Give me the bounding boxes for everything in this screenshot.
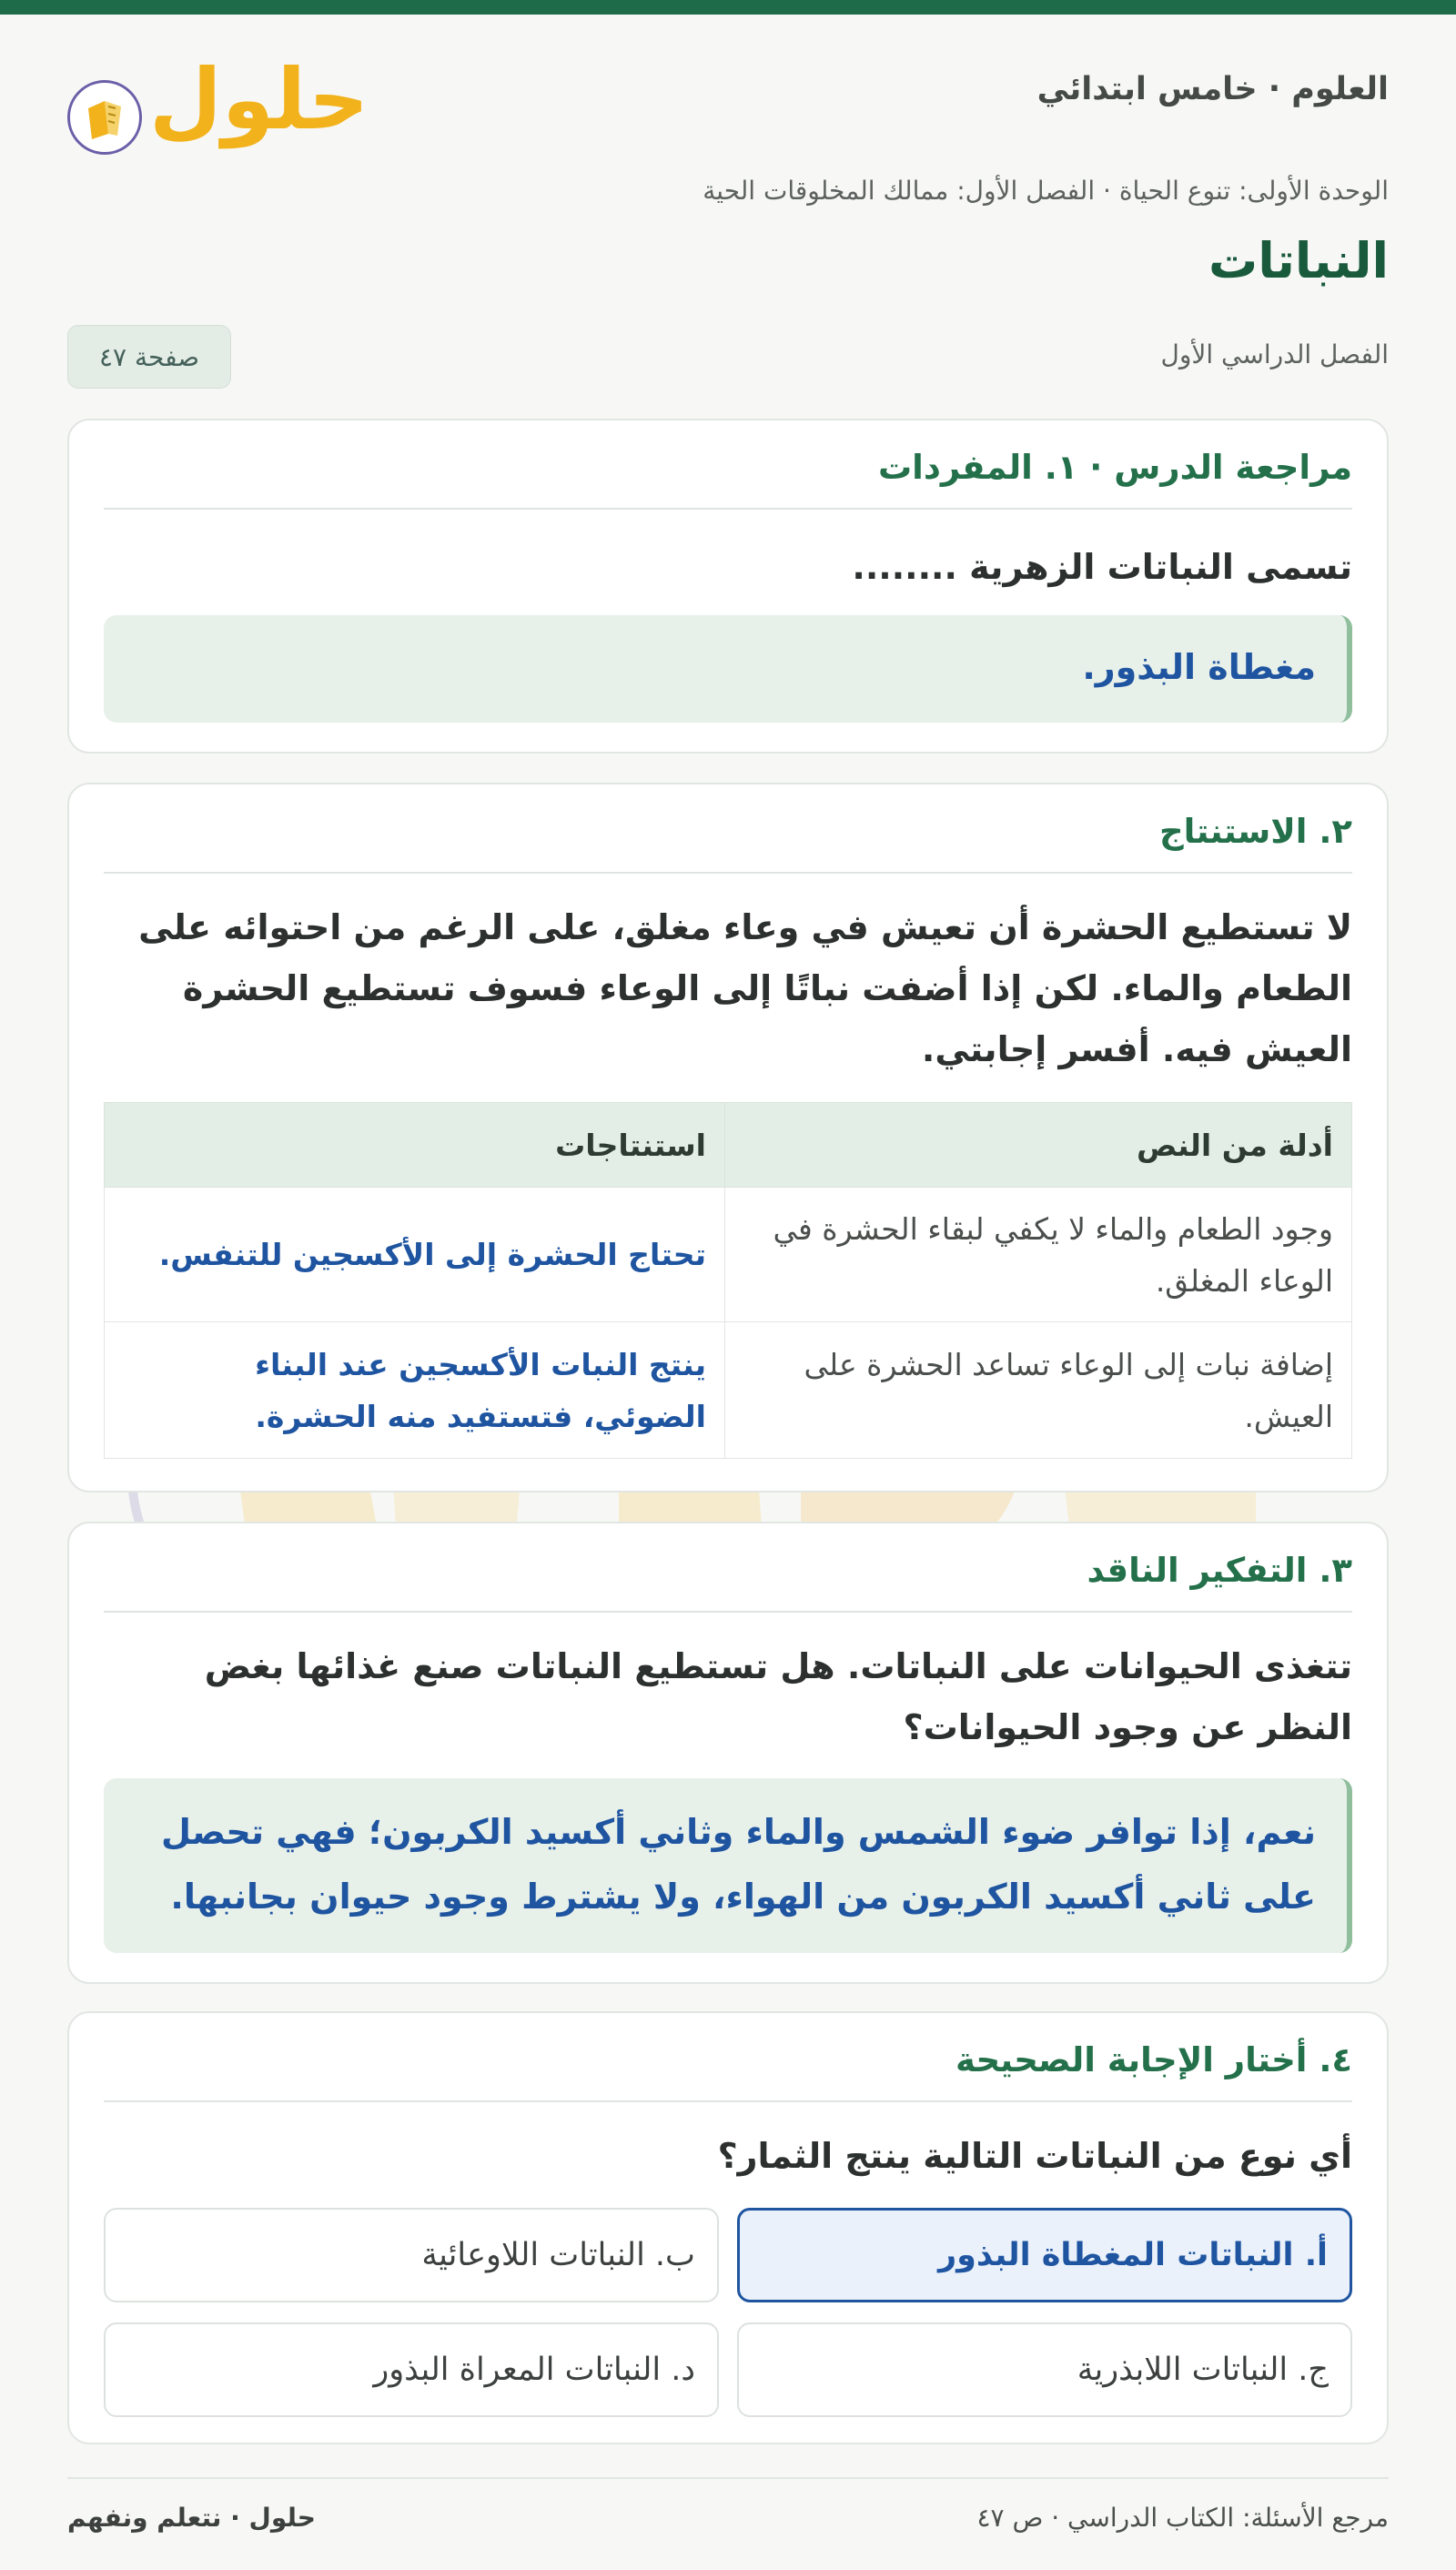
conclusion-cell: تحتاج الحشرة إلى الأكسجين للتنفس. — [105, 1188, 725, 1322]
top-accent-bar — [0, 0, 1456, 15]
conclusion-cell: ينتج النبات الأكسجين عند البناء الضوئي، فتستفيد منه الحشرة. — [105, 1322, 725, 1459]
answer-box — [104, 1778, 1352, 1953]
page-number-badge: صفحة ٤٧ — [67, 325, 231, 389]
table-header-row — [105, 1103, 1352, 1188]
question-text: تسمى النباتات الزهرية ........ — [852, 547, 1352, 587]
footer-brand: حلول · نتعلم ونفهم — [67, 2503, 316, 2533]
section-title: ٤. أختار الإجابة الصحيحة — [956, 2040, 1352, 2079]
question-text: أي نوع من النباتات التالية ينتج الثمار؟ — [717, 2136, 1352, 2176]
answer-text: نعم، إذا توافر ضوء الشمس والماء وثاني أكسيد الكربون؛ فهي تحصل على ثاني أكسيد الكربون من الهواء، ولا يشترط وجود حيوان بجانبها. — [161, 1812, 1316, 1917]
table-row — [105, 1322, 1352, 1459]
answer-box — [104, 615, 1352, 723]
logo-text: حلول — [149, 51, 369, 148]
divider — [104, 2100, 1352, 2102]
option-a[interactable]: أ. النباتات المغطاة البذور — [737, 2208, 1352, 2302]
option-d[interactable]: د. النباتات المعراة البذور — [104, 2322, 719, 2417]
table-row — [105, 1188, 1352, 1322]
section-title: ٣. التفكير الناقد — [1087, 1551, 1352, 1590]
option-c[interactable]: ج. النباتات اللابذرية — [737, 2322, 1352, 2417]
section-vocabulary — [67, 419, 1389, 754]
column-header-conclusions: استنتاجات — [105, 1103, 725, 1188]
divider — [104, 508, 1352, 510]
subject-label: العلوم · خامس ابتدائي — [1036, 71, 1389, 107]
question-text: لا تستطيع الحشرة أن تعيش في وعاء مغلق، على الرغم من احتوائه على الطعام والماء. لكن إذا أضفت نباتًا إلى الوعاء فسوف تستطيع الحشرة العيش فيه. أفسر إجابتي. — [138, 907, 1352, 1069]
answer-text: مغطاة البذور. — [1082, 647, 1316, 687]
footer-divider — [67, 2477, 1389, 2479]
evidence-cell: إضافة نبات إلى الوعاء تساعد الحشرة على العيش. — [725, 1322, 1352, 1459]
divider — [104, 1611, 1352, 1613]
divider — [104, 872, 1352, 874]
evidence-cell: وجود الطعام والماء لا يكفي لبقاء الحشرة في الوعاء المغلق. — [725, 1188, 1352, 1322]
section-title: ٢. الاستنتاج — [1158, 812, 1352, 851]
page-title: النباتات — [1208, 232, 1389, 289]
evidence-table — [104, 1102, 1352, 1459]
footer-reference: مرجع الأسئلة: الكتاب الدراسي · ص ٤٧ — [976, 2503, 1389, 2533]
breadcrumb: الوحدة الأولى: تنوع الحياة · الفصل الأول: ممالك المخلوقات الحية — [703, 176, 1389, 206]
section-inference — [67, 783, 1389, 1492]
brand-logo[interactable] — [67, 46, 369, 148]
question-text: تتغذى الحيوانات على النباتات. هل تستطيع النباتات صنع غذائها بغض النظر عن وجود الحيوانات؟ — [204, 1646, 1352, 1747]
header — [67, 15, 1389, 187]
section-multiple-choice — [67, 2011, 1389, 2444]
option-b[interactable]: ب. النباتات اللاوعائية — [104, 2208, 719, 2302]
section-critical-thinking — [67, 1522, 1389, 1984]
semester-label: الفصل الدراسي الأول — [1160, 339, 1389, 369]
column-header-evidence: أدلة من النص — [725, 1103, 1352, 1188]
section-title: مراجعة الدرس · ١. المفردات — [877, 448, 1352, 487]
book-icon — [67, 80, 142, 155]
